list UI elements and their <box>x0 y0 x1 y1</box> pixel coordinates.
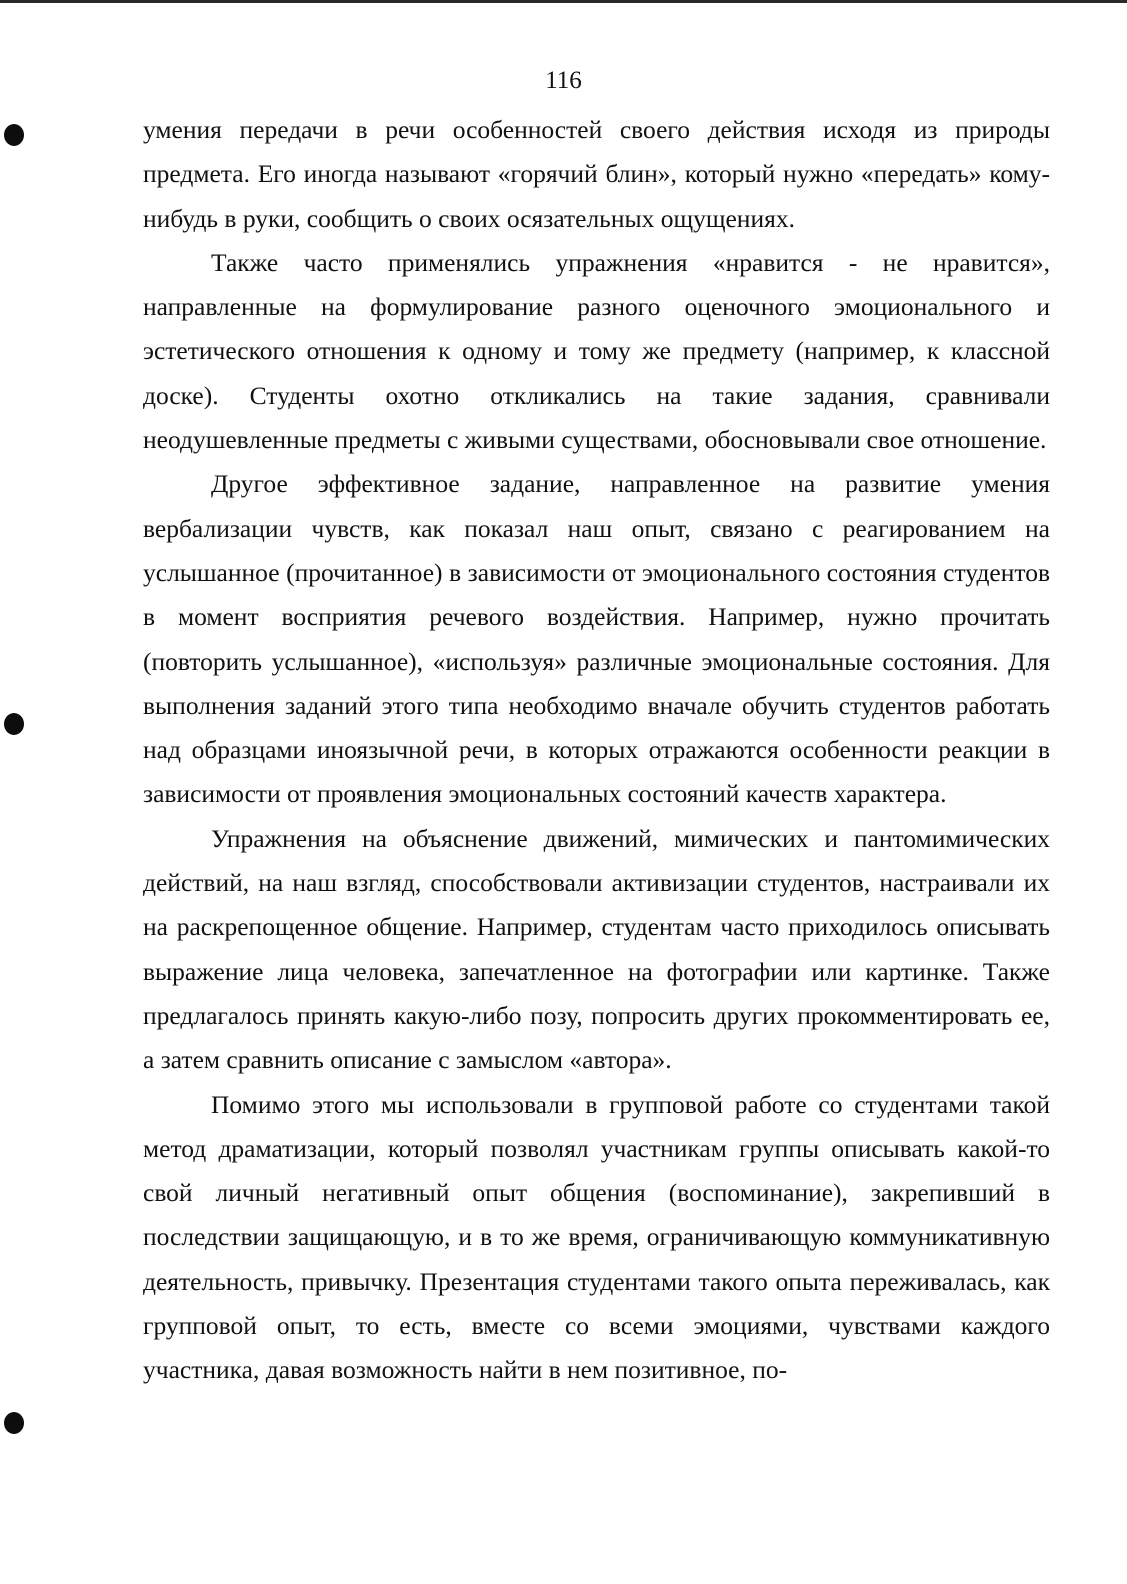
document-body <box>143 108 1050 1393</box>
punch-hole-bottom <box>4 1412 24 1434</box>
punch-hole-middle <box>4 713 24 735</box>
punch-hole-top <box>4 124 24 146</box>
paragraph-5: Помимо этого мы использовали в групповой работе со студентами такой метод драматизации, который позволял участникам группы описывать какой-то свой личный негативный опыт общения (воспоминание), закрепивший в последствии защищающую, и в то же время, ограничивающую коммуникативную деятельность, привычку. Презентация студентами такого опыта переживалась, как групповой опыт, то есть, вместе со всеми эмоциями, чувствами каждого участника, давая возможность найти в нем позитивное, по- <box>143 1089 1050 1385</box>
scan-top-edge <box>0 0 1127 3</box>
paragraph-3: Другое эффективное задание, направленное на развитие умения вербализации чувств, как показал наш опыт, связано с реагированием на услышанное (прочитанное) в зависимости от эмоционального состояния студентов в момент восприятия речевого воздействия. Например, нужно прочитать (повторить услышанное), «используя» различные эмоциональные состояния. Для выполнения заданий этого типа необходимо вначале обучить студентов работать над образцами иноязычной речи, в которых отражаются особенности реакции в зависимости от проявления эмоциональных состояний качеств характера. <box>143 469 1050 809</box>
paragraph-2: Также часто применялись упражнения «нравится - не нравится», направленные на формулирование разного оценочного эмоционального и эстетического отношения к одному и тому же предмету (например, к классной доске). Студенты охотно откликались на такие задания, сравнивали неодушевленные предметы с живыми существами, обосновывали свое отношение. <box>143 247 1050 455</box>
paragraph-4: Упражнения на объяснение движений, мимических и пантомимических действий, на наш взгляд, способствовали активизации студентов, настраивали их на раскрепощенное общение. Например, студентам часто приходилось описывать выражение лица человека, запечатленное на фотографии или картинке. Также предлагалось принять какую-либо позу, попросить других прокомментировать ее, а затем сравнить описание с замыслом «автора». <box>143 823 1050 1075</box>
paragraph-1: умения передачи в речи особенностей своего действия исходя из природы предмета. Его иногда называют «горячий блин», который нужно «передать» кому-нибудь в руки, сообщить о своих осязательных ощущениях. <box>143 115 1050 233</box>
page-number: 116 <box>545 67 582 94</box>
